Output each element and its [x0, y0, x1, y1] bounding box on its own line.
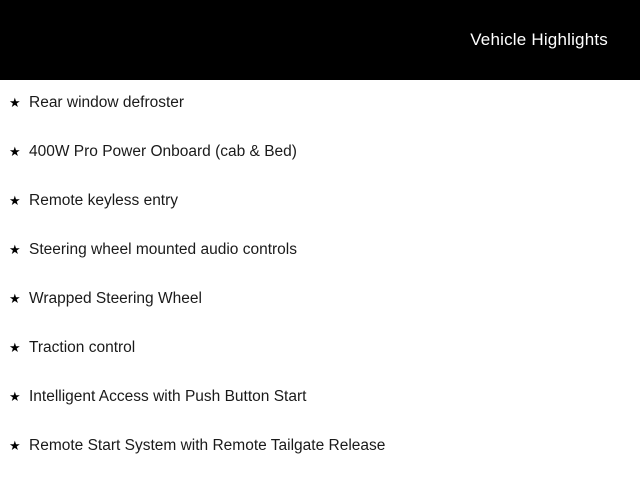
list-item — [0, 241, 640, 290]
list-item — [0, 143, 640, 192]
highlight-label: Intelligent Access with Push Button Start — [29, 388, 307, 405]
list-item — [0, 388, 640, 437]
highlight-label: Steering wheel mounted audio controls — [29, 241, 297, 258]
list-item — [0, 94, 640, 143]
highlight-label: Remote Start System with Remote Tailgate Release — [29, 437, 386, 454]
star-icon: ★ — [9, 95, 21, 110]
page-title: Vehicle Highlights — [470, 30, 608, 49]
star-icon: ★ — [9, 291, 21, 306]
highlight-label: Traction control — [29, 339, 136, 356]
star-icon: ★ — [9, 438, 21, 453]
highlight-label: Rear window defroster — [29, 94, 185, 111]
highlight-label: Remote keyless entry — [29, 192, 179, 209]
star-icon: ★ — [9, 340, 21, 355]
header-bar — [0, 0, 640, 80]
list-item — [0, 437, 640, 486]
list-item — [0, 339, 640, 388]
star-icon: ★ — [9, 193, 21, 208]
star-icon: ★ — [9, 389, 21, 404]
star-icon: ★ — [9, 144, 21, 159]
highlight-label: 400W Pro Power Onboard (cab & Bed) — [29, 143, 297, 160]
highlight-label: Wrapped Steering Wheel — [29, 290, 202, 307]
highlights-list — [0, 80, 640, 486]
star-icon: ★ — [9, 242, 21, 257]
list-item — [0, 290, 640, 339]
list-item — [0, 192, 640, 241]
